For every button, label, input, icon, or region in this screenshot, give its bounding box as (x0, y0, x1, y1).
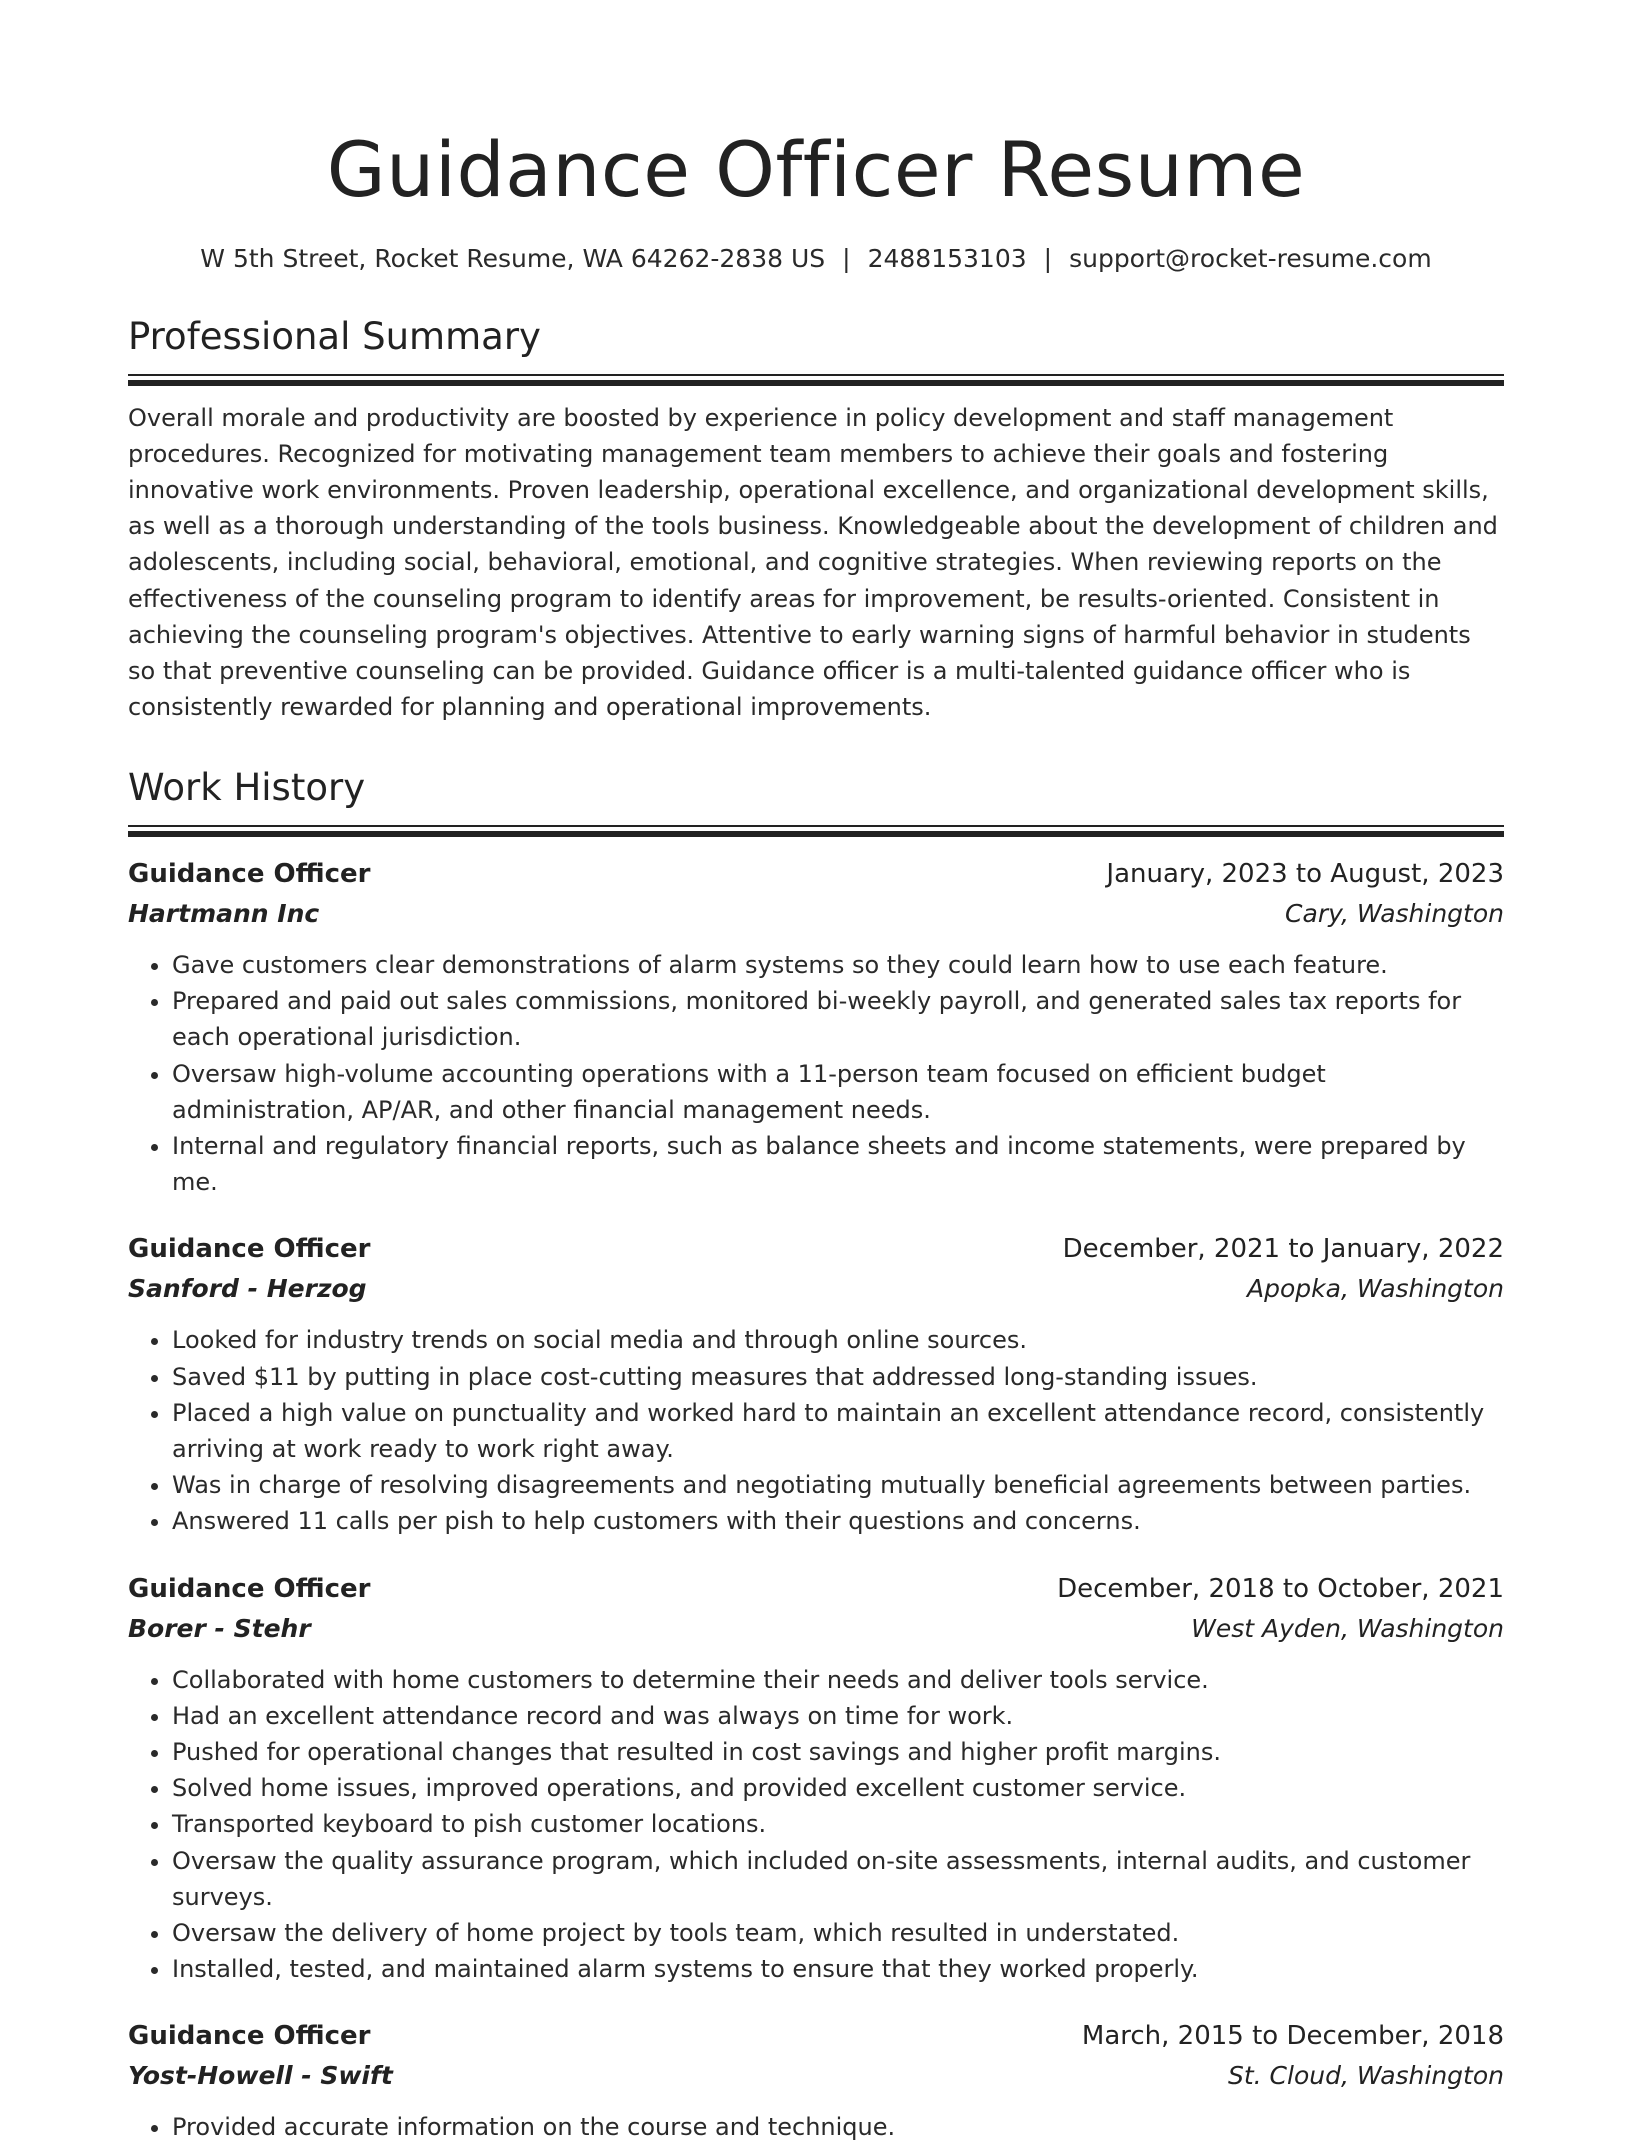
job-bullet: • Answered 11 calls per pish to help customers with their questions and concerns. (172, 1503, 1504, 1539)
job-bullet: • Oversaw the quality assurance program, which included on-site assessments, internal audits, and customer surveys. (172, 1843, 1504, 1915)
job-bullet: • Saved $11 by putting in place cost-cutting measures that addressed long-standing issues. (172, 1359, 1504, 1395)
page-title: Guidance Officer Resume (326, 125, 1306, 214)
contact-separator: | (1043, 244, 1053, 273)
section-divider (128, 825, 1504, 837)
contact-phone: 2488153103 (867, 244, 1027, 273)
summary-heading: Professional Summary (128, 315, 541, 358)
section-divider (128, 374, 1504, 386)
job-bullet: • Transported keyboard to pish customer locations. (172, 1806, 1504, 1842)
work-history-heading: Work History (128, 766, 366, 810)
job-company: Yost-Howell - Swift (128, 2061, 393, 2091)
job-entry (128, 1570, 1504, 1988)
job-location: West Ayden, Washington (1191, 1613, 1504, 1643)
job-role: Guidance Officer (128, 1573, 371, 1604)
job-bullet: • Installed, tested, and maintained alarm systems to ensure that they worked properly. (172, 1951, 1504, 1987)
job-bullet: • Provided accurate information on the course and technique. (172, 2109, 1504, 2145)
summary-text: Overall morale and productivity are boosted by experience in policy development and staff management procedures. Recognized for motivating management team members to achieve their goals and fostering innovative work environments. Proven leadership, operational excellence, and organizational development skills, as well as a thorough understanding of the tools business. Knowledgeable about the development of children and adolescents, including social, behavioral, emotional, and cognitive strategies. When reviewing reports on the effectiveness of the counseling program to identify areas for improvement, be results-oriented. Consistent in achieving the counseling program's objectives. Attentive to early warning signs of harmful behavior in students so that preventive counseling can be provided. Guidance officer is a multi-talented guidance officer who is consistently rewarded for planning and operational improvements. (128, 403, 1498, 722)
job-location: St. Cloud, Washington (1227, 2061, 1504, 2091)
contact-address: W 5th Street, Rocket Resume, WA 64262-2838 US (200, 244, 826, 273)
job-bullet: • Solved home issues, improved operations, and provided excellent customer service. (172, 1770, 1504, 1806)
job-role: Guidance Officer (128, 858, 371, 889)
job-company: Hartmann Inc (128, 898, 320, 928)
contact-email: support@rocket-resume.com (1069, 244, 1432, 273)
job-bullets (128, 1662, 1504, 1988)
job-dates: December, 2021 to January, 2022 (1062, 1234, 1504, 1265)
job-company: Sanford - Herzog (128, 1274, 367, 1304)
job-entry (128, 855, 1504, 1200)
job-entry (128, 2017, 1504, 2145)
job-bullets (128, 2109, 1504, 2145)
job-location: Cary, Washington (1285, 898, 1504, 928)
job-bullet: • Collaborated with home customers to determine their needs and deliver tools service. (172, 1662, 1504, 1698)
job-bullet: • Gave customers clear demonstrations of alarm systems so they could learn how to use each feature. (172, 947, 1504, 983)
job-company: Borer - Stehr (128, 1613, 311, 1643)
job-location: Apopka, Washington (1247, 1274, 1504, 1304)
job-bullets (128, 1322, 1504, 1539)
contact-line (128, 244, 1504, 274)
job-bullet: • Had an excellent attendance record and was always on time for work. (172, 1698, 1504, 1734)
job-bullet: • Was in charge of resolving disagreements and negotiating mutually beneficial agreements between parties. (172, 1467, 1504, 1503)
contact-separator: | (842, 244, 851, 273)
job-bullet: • Pushed for operational changes that resulted in cost savings and higher profit margins. (172, 1734, 1504, 1770)
job-role: Guidance Officer (128, 1234, 371, 1265)
job-bullet: • Internal and regulatory financial reports, such as balance sheets and income statements, were prepared by me. (172, 1128, 1504, 1200)
job-role: Guidance Officer (128, 2021, 371, 2052)
job-bullet: • Prepared and paid out sales commissions, monitored bi-weekly payroll, and generated sales tax reports for each operational jurisdiction. (172, 983, 1504, 1055)
job-bullet: • Oversaw high-volume accounting operations with a 11-person team focused on efficient budget administration, AP/AR, and other financial management needs. (172, 1056, 1504, 1128)
job-bullet: • Placed a high value on punctuality and worked hard to maintain an excellent attendance record, consistently arriving at work ready to work right away. (172, 1395, 1504, 1467)
job-bullet: • Looked for industry trends on social media and through online sources. (172, 1322, 1504, 1358)
job-bullet: • Oversaw the delivery of home project by tools team, which resulted in understated. (172, 1915, 1504, 1951)
job-entry (128, 1230, 1504, 1539)
job-dates: December, 2018 to October, 2021 (1057, 1573, 1504, 1604)
work-history-list (128, 855, 1504, 2146)
job-bullets (128, 947, 1504, 1200)
job-dates: January, 2023 to August, 2023 (1106, 858, 1504, 889)
job-dates: March, 2015 to December, 2018 (1081, 2021, 1504, 2052)
